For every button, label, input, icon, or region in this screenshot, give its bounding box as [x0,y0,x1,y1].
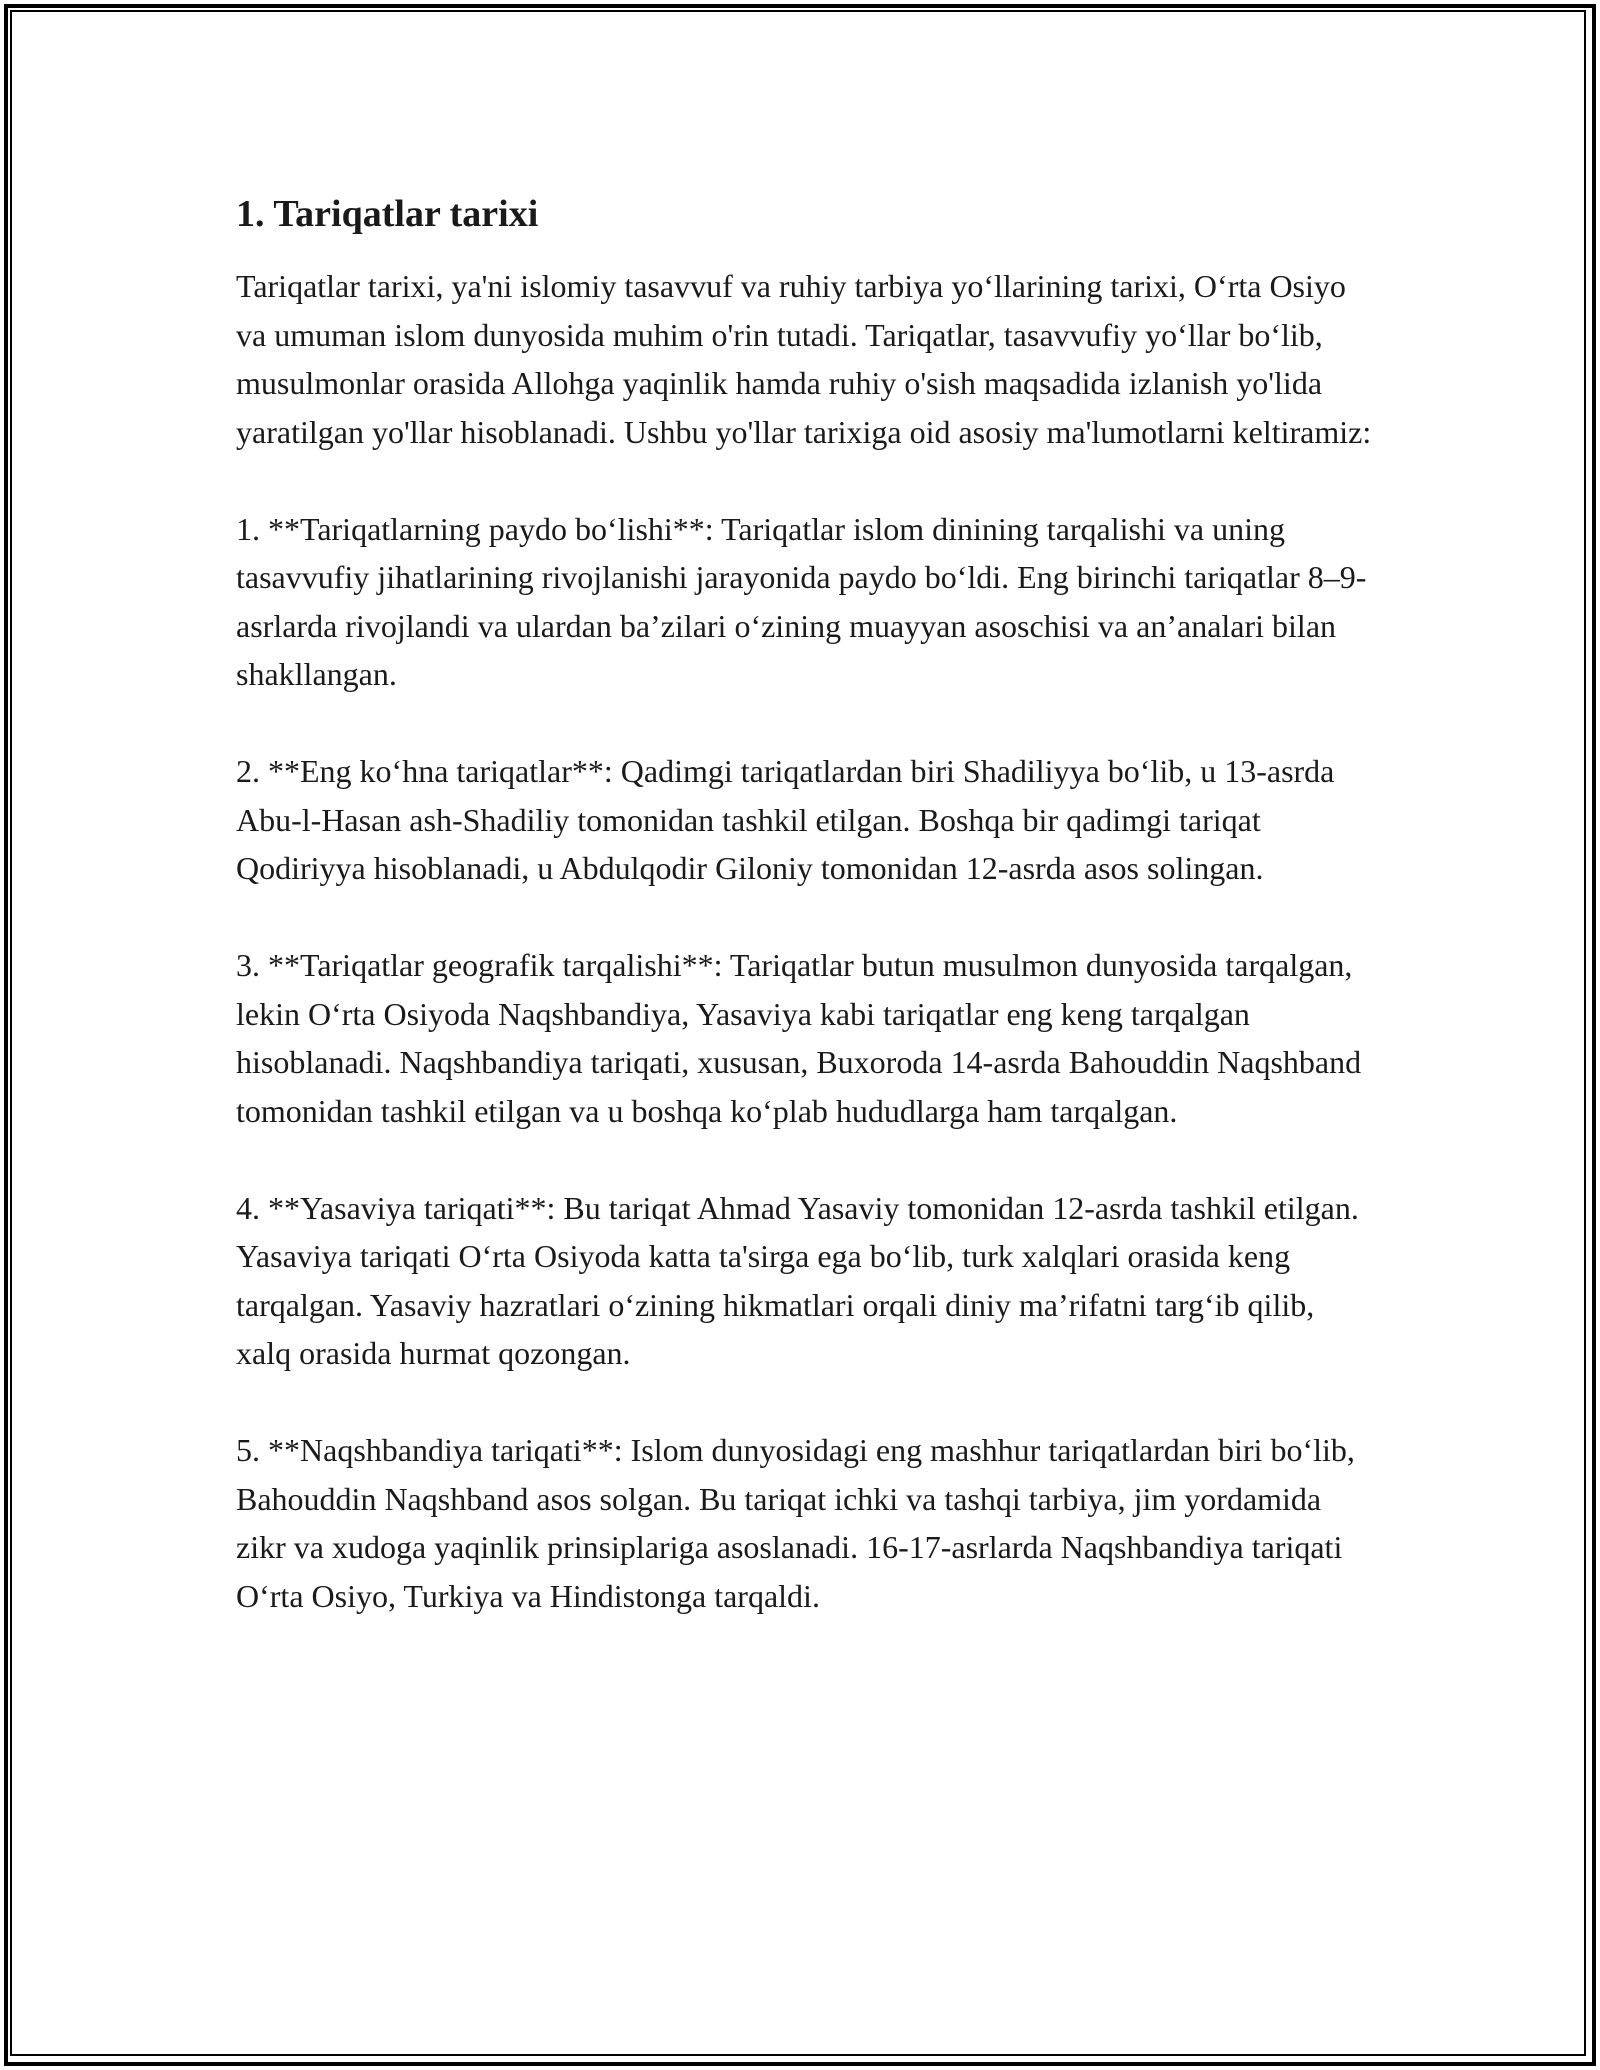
list-item-5: 5. **Naqshbandiya tariqati**: Islom dunyosidagi eng mashhur tariqatlardan biri bo‘lib, Bahouddin Naqshband asos solgan. Bu tariqat ichki va tashqi tarbiya, jim yordamida zikr va xudoga yaqinlik prinsiplariga asoslanadi. 16-17-asrlarda Naqshbandiya tariqati O‘rta Osiyo, Turkiya va Hindistonga tarqaldi. [236,1432,1355,1614]
document-body [236,186,1376,1669]
intro-paragraph: Tariqatlar tarixi, ya'ni islomiy tasavvuf va ruhiy tarbiya yo‘llarining tarixi, O‘rta Osiyo va umuman islom dunyosida muhim o'rin tutadi. Tariqatlar, tasavvufiy yo‘llar bo‘lib, musulmonlar orasida Allohga yaqinlik hamda ruhiy o'sish maqsadida izlanish yo'lida yaratilgan yo'llar hisoblanadi. Ushbu yo'llar tarixiga oid asosiy ma'lumotlarni keltiramiz: [236,268,1372,450]
list-item-2: 2. **Eng ko‘hna tariqatlar**: Qadimgi tariqatlardan biri Shadiliyya bo‘lib, u 13-asrda Abu-l-Hasan ash-Shadiliy tomonidan tashkil etilgan. Boshqa bir qadimgi tariqat Qodiriyya hisoblanadi, u Abdulqodir Giloniy tomonidan 12-asrda asos solingan. [236,753,1335,886]
list-item-4: 4. **Yasaviya tariqati**: Bu tariqat Ahmad Yasaviy tomonidan 12-asrda tashkil etilgan. Yasaviya tariqati O‘rta Osiyoda katta ta'sirga ega bo‘lib, turk xalqlari orasida keng tarqalgan. Yasaviy hazratlari o‘zining hikmatlari orqali diniy ma’rifatni targ‘ib qilib, xalq orasida hurmat qozongan. [236,1189,1359,1371]
document-title: 1. Tariqatlar tarixi [236,193,539,235]
list-item-1: 1. **Tariqatlarning paydo bo‘lishi**: Tariqatlar islom dinining tarqalishi va uning tasavvufiy jihatlarining rivojlanishi jarayonida paydo bo‘ldi. Eng birinchi tariqatlar 8–9-asrlarda rivojlandi va ulardan ba’zilari o‘zining muayyan asoschisi va an’analari bilan shakllangan. [236,510,1367,692]
list-item-3: 3. **Tariqatlar geografik tarqalishi**: Tariqatlar butun musulmon dunyosida tarqalgan, lekin O‘rta Osiyoda Naqshbandiya, Yasaviya kabi tariqatlar eng keng tarqalgan hisoblanadi. Naqshbandiya tariqati, xususan, Buxoroda 14-asrda Bahouddin Naqshband tomonidan tashkil etilgan va u boshqa ko‘plab hududlarga ham tarqalgan. [236,947,1362,1129]
